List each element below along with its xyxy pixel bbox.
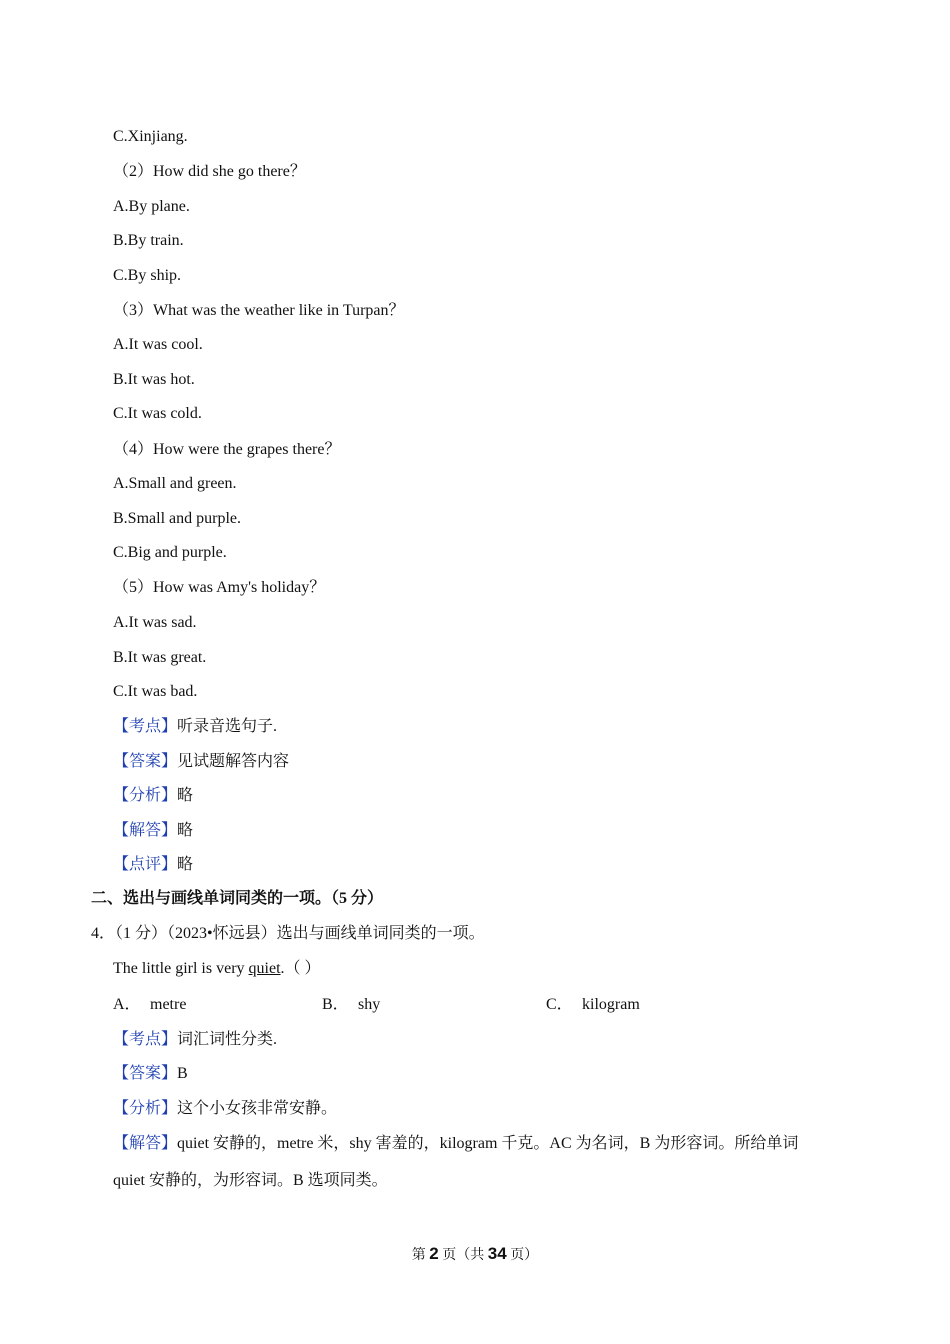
q3-option-line: A.It was sad.	[113, 614, 197, 631]
q3-option-line: A.Small and green.	[113, 475, 237, 492]
q4-sentence-pre: The little girl is very	[113, 960, 249, 977]
section-heading: 二、选出与画线单词同类的一项。（5 分）	[91, 890, 384, 907]
q4-jieda-continued: quiet 安静的，为形容词。B 选项同类。	[113, 1172, 388, 1189]
q3-subquestion: （3）What was the weather like in Turpan？	[113, 302, 405, 319]
kaodian-text: 听录音选句子.	[177, 718, 278, 735]
daan-tag: 【答案】	[113, 1065, 178, 1082]
footer-pre: 第	[411, 1248, 430, 1263]
jieda-text: 略	[177, 822, 194, 839]
footer-page-number: 2	[429, 1244, 439, 1263]
q3-kaodian	[113, 717, 277, 737]
q3-fenxi	[113, 786, 193, 806]
footer-total-pages: 34	[487, 1244, 507, 1263]
q3-option-line: C.By ship.	[113, 267, 182, 284]
kaodian-tag: 【考点】	[113, 718, 178, 735]
fenxi-text: 略	[177, 787, 194, 804]
q3-option-line: B.It was great.	[113, 649, 207, 666]
q4-fenxi	[113, 1099, 337, 1119]
q3-dianping	[113, 855, 193, 875]
jieda-tag: 【解答】	[113, 822, 178, 839]
daan-text: B	[177, 1065, 188, 1082]
q4-jieda	[113, 1134, 798, 1154]
fenxi-tag: 【分析】	[113, 1100, 178, 1117]
q3-option-line: C.Xinjiang.	[113, 128, 188, 145]
footer-post: 页）	[506, 1248, 539, 1263]
fenxi-tag: 【分析】	[113, 787, 178, 804]
q4-underlined-word: quiet	[248, 960, 281, 977]
q3-option-line: B.It was hot.	[113, 371, 195, 388]
q4-option-a-letter: A．	[113, 996, 141, 1013]
q3-option-line: C.It was bad.	[113, 683, 198, 700]
q4-option-b-letter: B．	[322, 996, 349, 1013]
q3-option-line: A.By plane.	[113, 198, 190, 215]
page-footer	[0, 1244, 950, 1266]
q3-option-line: C.Big and purple.	[113, 544, 227, 561]
q4-option-a-text: metre	[150, 996, 187, 1013]
daan-text: 见试题解答内容	[177, 753, 290, 770]
q3-daan	[113, 752, 289, 772]
daan-tag: 【答案】	[113, 753, 178, 770]
footer-mid: 页（共	[438, 1248, 488, 1263]
q4-daan	[113, 1064, 188, 1084]
fenxi-text: 这个小女孩非常安静。	[177, 1100, 338, 1117]
q3-subquestion: （2）How did she go there？	[113, 163, 306, 180]
q4-stem: 4．（1 分）（2023•怀远县）选出与画线单词同类的一项。	[91, 925, 485, 942]
q3-option-line: B.By train.	[113, 232, 184, 249]
jieda-tag: 【解答】	[113, 1135, 178, 1152]
kaodian-tag: 【考点】	[113, 1031, 178, 1048]
q4-option-c-text: kilogram	[582, 996, 640, 1013]
q3-option-line: B.Small and purple.	[113, 510, 241, 527]
jieda-text-line1: quiet 安静的，metre 米，shy 害羞的，kilogram 千克。AC 为名词，B 为形容词。所给单词	[177, 1135, 799, 1152]
dianping-text: 略	[177, 856, 194, 873]
q4-option-c-letter: C．	[546, 996, 573, 1013]
dianping-tag: 【点评】	[113, 856, 178, 873]
q3-jieda	[113, 821, 193, 841]
q3-option-line: C.It was cold.	[113, 405, 202, 422]
q3-option-line: A.It was cool.	[113, 336, 203, 353]
q4-sentence	[113, 959, 321, 979]
q4-option-b-text: shy	[358, 996, 381, 1013]
q3-subquestion: （4）How were the grapes there？	[113, 441, 341, 458]
q3-subquestion: （5）How was Amy's holiday？	[113, 579, 326, 596]
kaodian-text: 词汇词性分类.	[177, 1031, 278, 1048]
q4-kaodian	[113, 1030, 277, 1050]
q4-sentence-post: .（ ）	[280, 960, 321, 977]
